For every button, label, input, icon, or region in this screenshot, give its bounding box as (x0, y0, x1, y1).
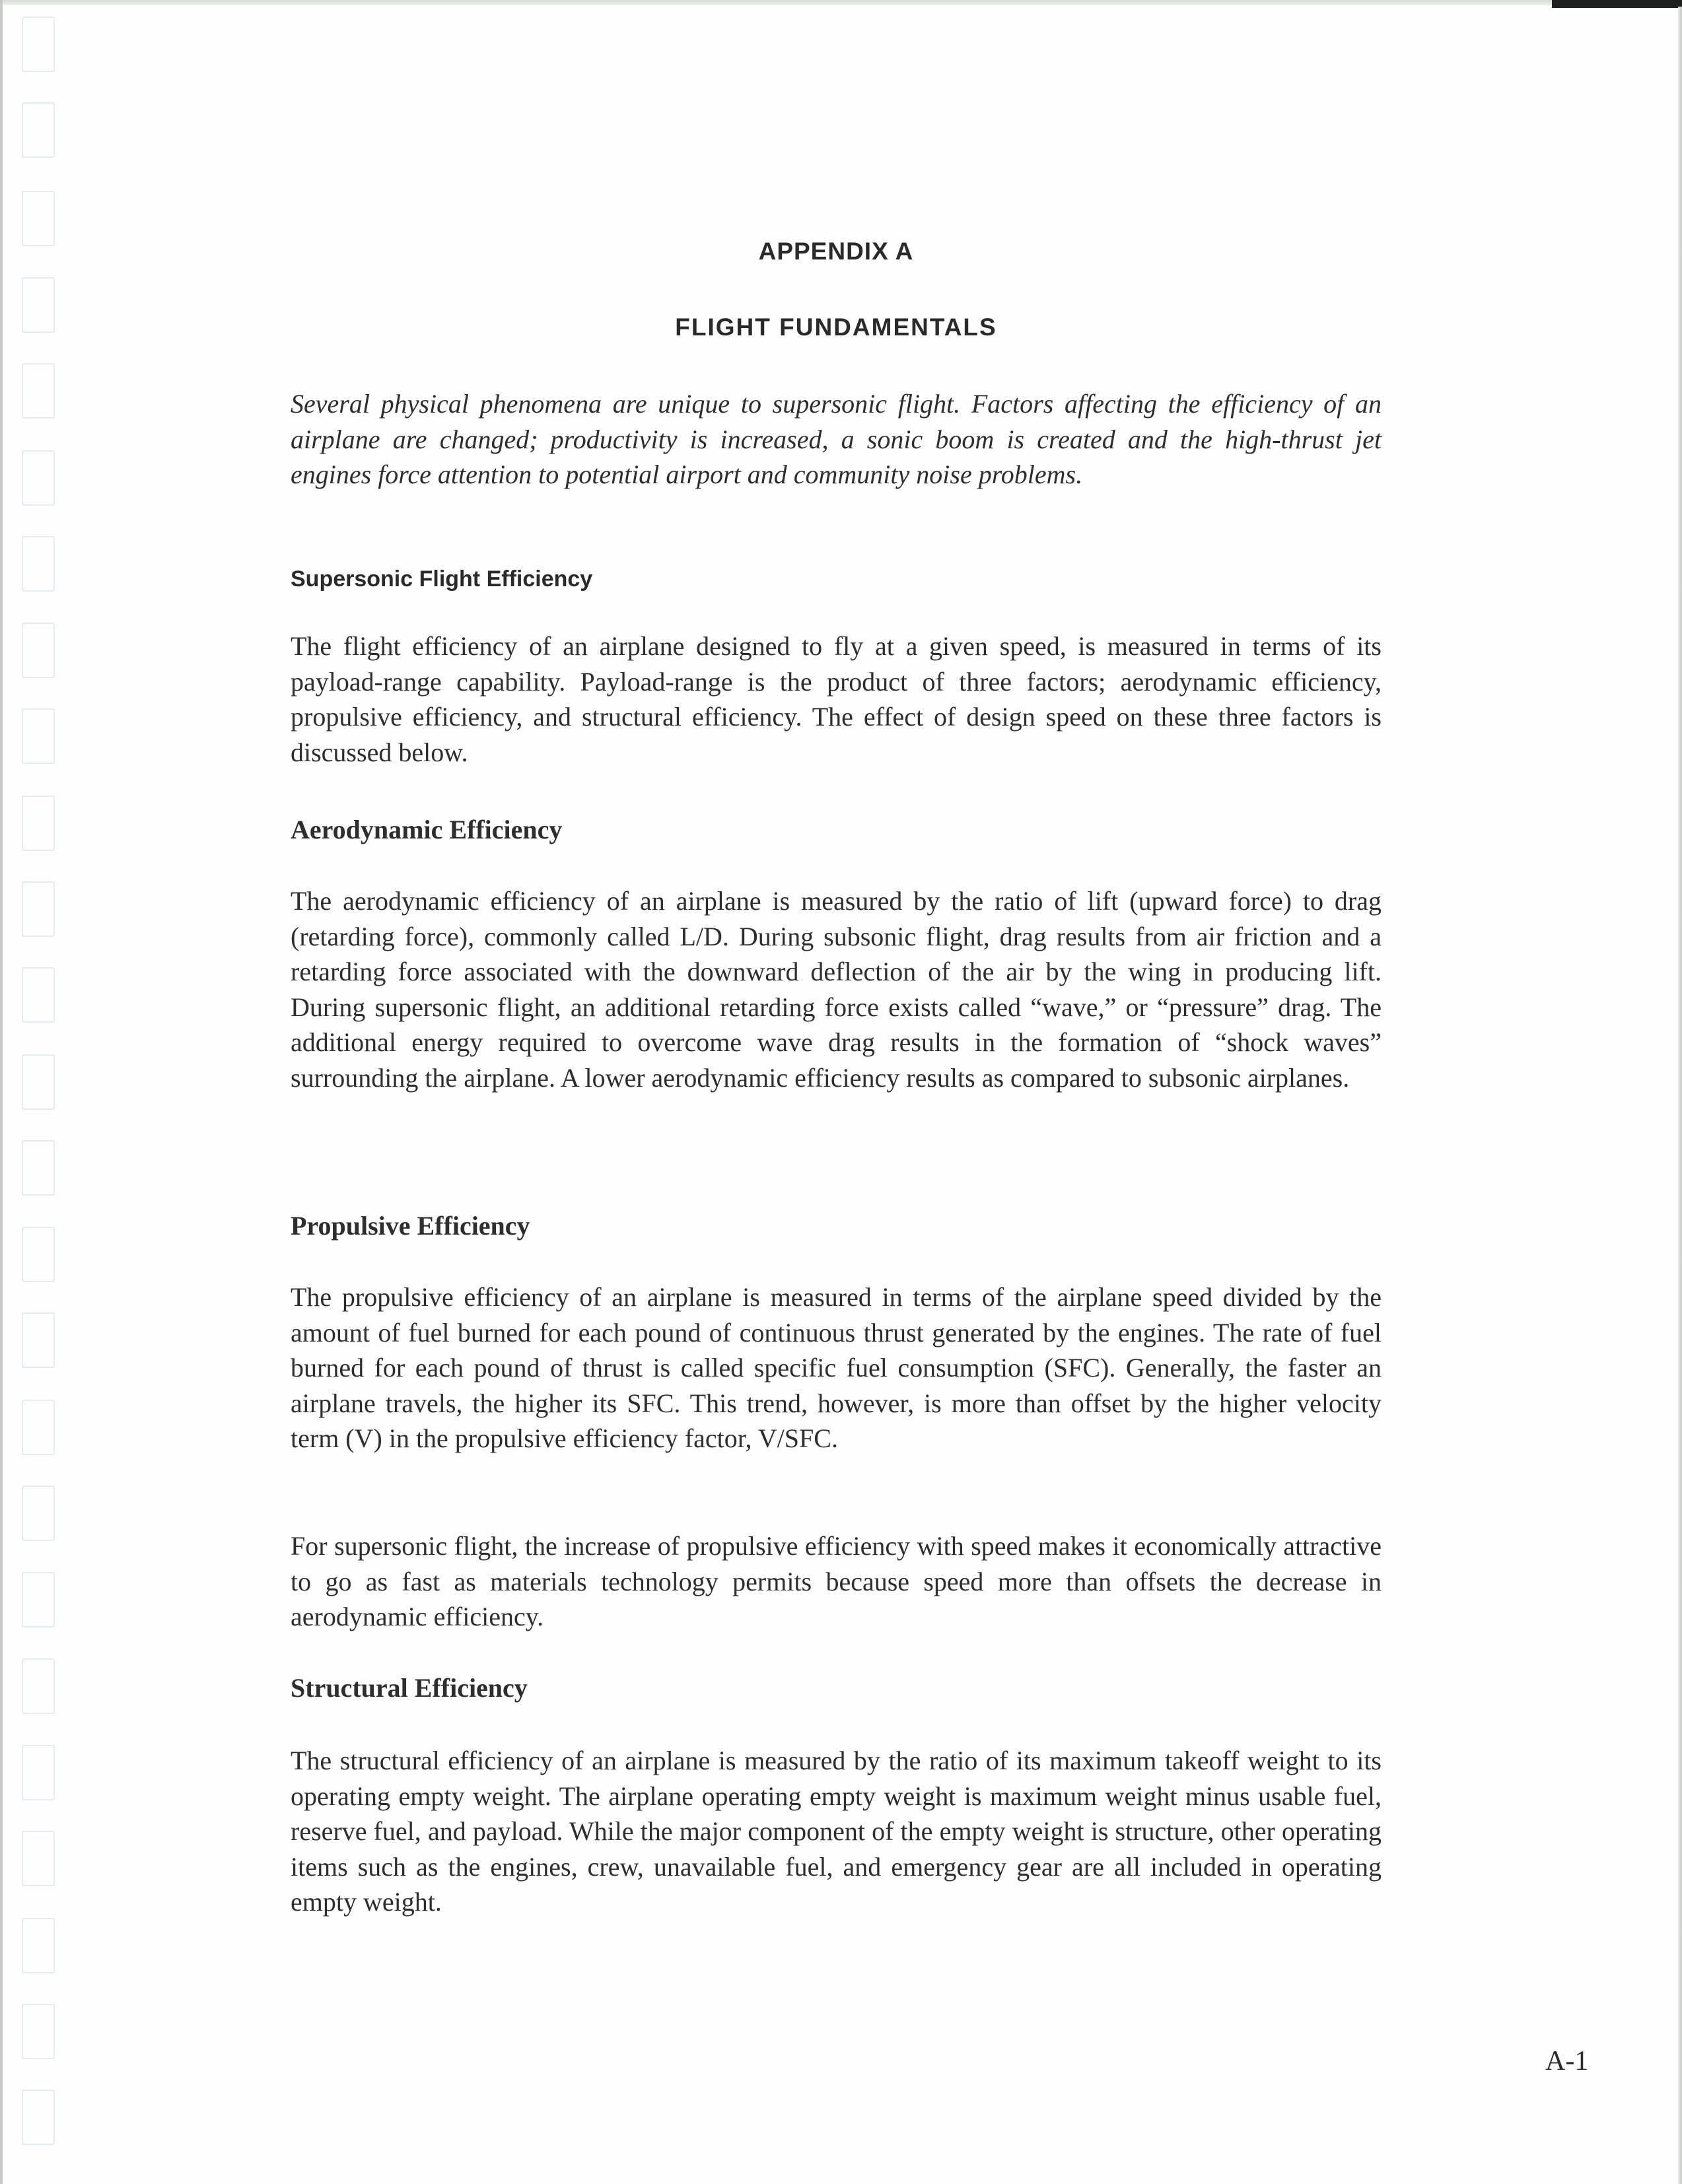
binding-hole (22, 1140, 55, 1196)
binding-hole (22, 2004, 55, 2059)
binding-hole (22, 1918, 55, 1973)
binding-hole (22, 1400, 55, 1455)
binding-hole (22, 1485, 55, 1541)
binding-hole (22, 277, 55, 333)
paragraph-aerodynamic-efficiency: The aerodynamic efficiency of an airplane is measured by the ratio of lift (upward force) to drag (retarding force), commonly called L/D. During subsonic flight, drag results from air friction and a retarding force associated with the downward deflection of the air by the wing in producing lift. During supersonic flight, an additional retarding force exists called “wave,” or “pressure” drag. The additional energy required to overcome wave drag results in the formation of “shock waves” surrounding the airplane. A lower aerodynamic efficiency results as compared to subsonic airplanes. (291, 886, 1382, 1093)
chapter-title: FLIGHT FUNDAMENTALS (675, 314, 997, 341)
intro-paragraph: Several physical phenomena are unique to supersonic flight. Factors affecting the efficiency of an airplane are changed; productivity is increased, a sonic boom is created and the high-thrust jet engines force attention to potential airport and community noise problems. (291, 389, 1382, 489)
page-number: A-1 (1545, 2046, 1589, 2076)
page-right-edge (1678, 7, 1682, 2184)
binding-hole (22, 1658, 55, 1714)
scan-edge-shadow (1552, 0, 1682, 8)
paragraph-structural-efficiency: The structural efficiency of an airplane is measured by the ratio of its maximum takeoff weight to its operating empty weight. The airplane operating empty weight is maximum weight minus usable fuel, reserve fuel, and payload. While the major component of the empty weight is structure, other operating items such as the engines, crew, unavailable fuel, and emergency gear are all included in operating empty weight. (291, 1746, 1382, 1917)
binding-hole (22, 1054, 55, 1110)
binding-hole (22, 1572, 55, 1627)
binding-hole (22, 796, 55, 851)
page-top-edge (0, 0, 1682, 5)
binding-hole (22, 450, 55, 506)
paragraph-propulsive-efficiency: The propulsive efficiency of an airplane is measured in terms of the airplane speed divided by the amount of fuel burned for each pound of continuous thrust generated by the engines. The rate of fuel burned for each pound of thrust is called specific fuel consumption (SFC). Generally, the faster an airplane travels, the higher its SFC. This trend, however, is more than offset by the higher velocity term (V) in the propulsive efficiency factor, V/SFC. (291, 1282, 1382, 1453)
binding-hole (22, 17, 55, 72)
page-left-edge (0, 0, 3, 2184)
binding-hole (22, 1745, 55, 1800)
subheading-aerodynamic-efficiency: Aerodynamic Efficiency (291, 815, 563, 844)
binding-hole (22, 1227, 55, 1282)
binding-hole (22, 536, 55, 592)
binding-hole (22, 363, 55, 419)
binding-hole (22, 102, 55, 158)
binding-hole (22, 623, 55, 678)
binding-hole (22, 2090, 55, 2145)
appendix-title: APPENDIX A (758, 238, 914, 265)
binding-hole (22, 191, 55, 246)
binding-hole (22, 708, 55, 764)
subheading-propulsive-efficiency: Propulsive Efficiency (291, 1211, 530, 1241)
section-heading-supersonic-flight-efficiency: Supersonic Flight Efficiency (291, 566, 593, 592)
paragraph-flight-efficiency: The flight efficiency of an airplane designed to fly at a given speed, is measured in terms of its payload-range capability. Payload-range is the product of three factors; aerodynamic efficiency, propulsive efficiency, and structural efficiency. The effect of design speed on these three factors is discussed below. (291, 631, 1382, 767)
binding-hole (22, 1313, 55, 1368)
binding-hole (22, 881, 55, 937)
binding-hole (22, 967, 55, 1023)
paragraph-supersonic-propulsive: For supersonic flight, the increase of propulsive efficiency with speed makes it economically attractive to go as fast as materials technology permits because speed more than offsets the decrease in aerodynamic efficiency. (291, 1531, 1382, 1631)
subheading-structural-efficiency: Structural Efficiency (291, 1673, 528, 1703)
binding-hole (22, 1831, 55, 1886)
